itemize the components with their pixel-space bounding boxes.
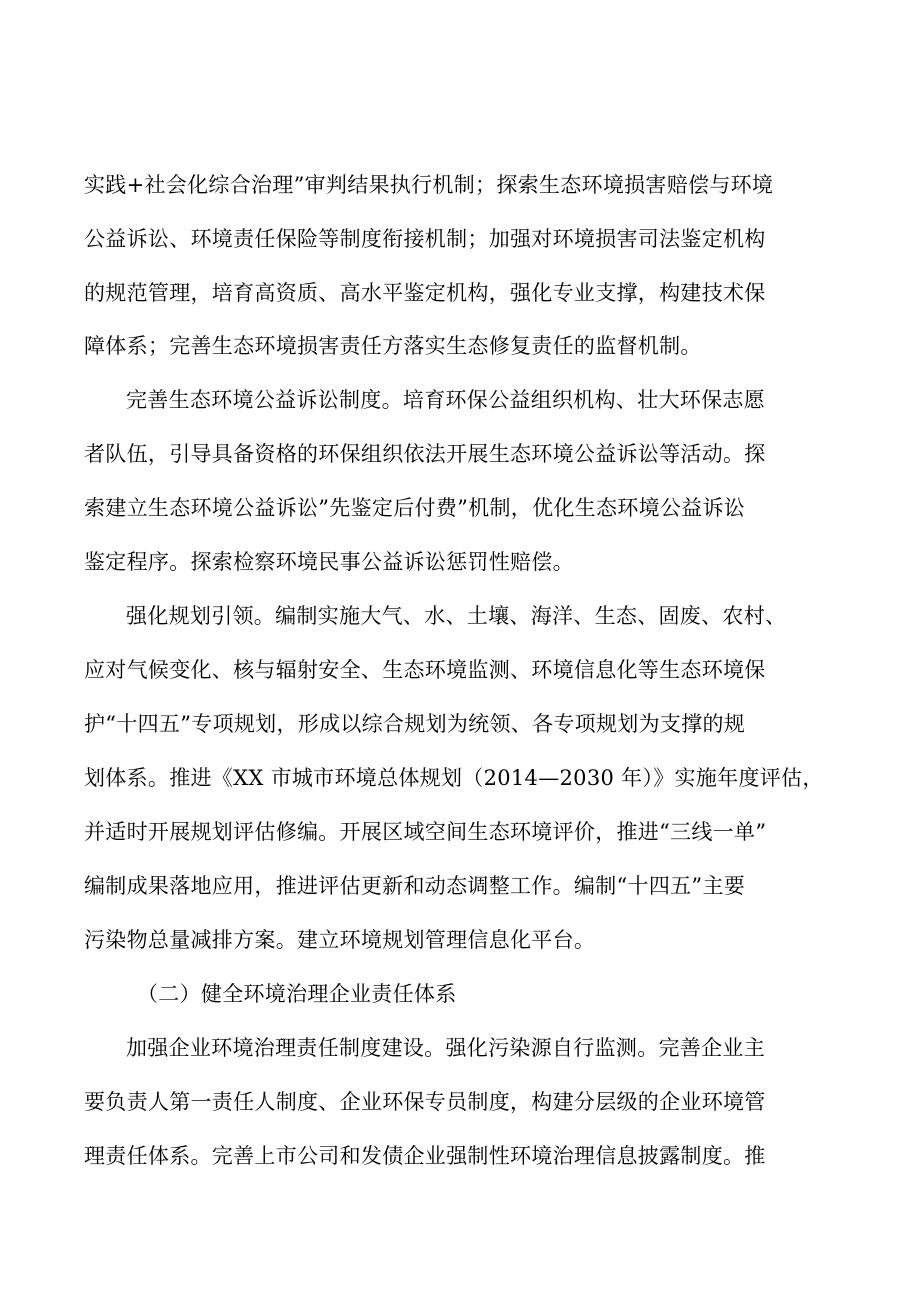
text-line: 公益诉讼、环境责任保险等制度衔接机制；加强对环境损害司法鉴定机构 — [84, 227, 766, 251]
text-line: 护“十四五”专项规划，形成以综合规划为统领、各专项规划为支撑的规 — [84, 712, 746, 736]
section-heading: （二）健全环境治理企业责任体系 — [137, 982, 457, 1006]
text-line: 应对气候变化、核与辐射安全、生态环境监测、环境信息化等生态环境保 — [84, 658, 766, 682]
paragraph-first-line: 完善生态环境公益诉讼制度。培育环保公益组织机构、壮大环保志愿 — [126, 388, 765, 412]
text-line: 并适时开展规划评估修编。开展区域空间生态环境评价，推进“三线一单” — [84, 820, 767, 844]
text-line: 理责任体系。完善上市公司和发债企业强制性环境治理信息披露制度。推 — [84, 1144, 766, 1168]
text-line: 鉴定程序。探索检察环境民事公益诉讼惩罚性赔偿。 — [84, 550, 574, 574]
text-line: 索建立生态环境公益诉讼”先鉴定后付费”机制，优化生态环境公益诉讼 — [84, 496, 746, 520]
text-line: 污染物总量减排方案。建立环境规划管理信息化平台。 — [84, 928, 596, 952]
text-line: 障体系；完善生态环境损害责任方落实生态修复责任的监督机制。 — [84, 334, 702, 358]
text-line: 实践+社会化综合治理”审判结果执行机制；探索生态环境损害赔偿与环境 — [84, 173, 774, 197]
paragraph-first-line: 强化规划引领。编制实施大气、水、土壤、海洋、生态、固废、农村、 — [126, 604, 787, 628]
text-line: 要负责人第一责任人制度、企业环保专员制度，构建分层级的企业环境管 — [84, 1090, 766, 1114]
text-line: 者队伍，引导具备资格的环保组织依法开展生态环境公益诉讼等活动。探 — [84, 442, 766, 466]
text-line: 编制成果落地应用，推进评估更新和动态调整工作。编制“十四五”主要 — [84, 874, 746, 898]
text-line: 划体系。推进《XX 市城市环境总体规划（2014—2030 年）》实施年度评估， — [84, 766, 824, 790]
paragraph-first-line: 加强企业环境治理责任制度建设。强化污染源自行监测。完善企业主 — [126, 1036, 765, 1060]
text-line: 的规范管理，培育高资质、高水平鉴定机构，强化专业支撑，构建技术保 — [84, 281, 766, 305]
